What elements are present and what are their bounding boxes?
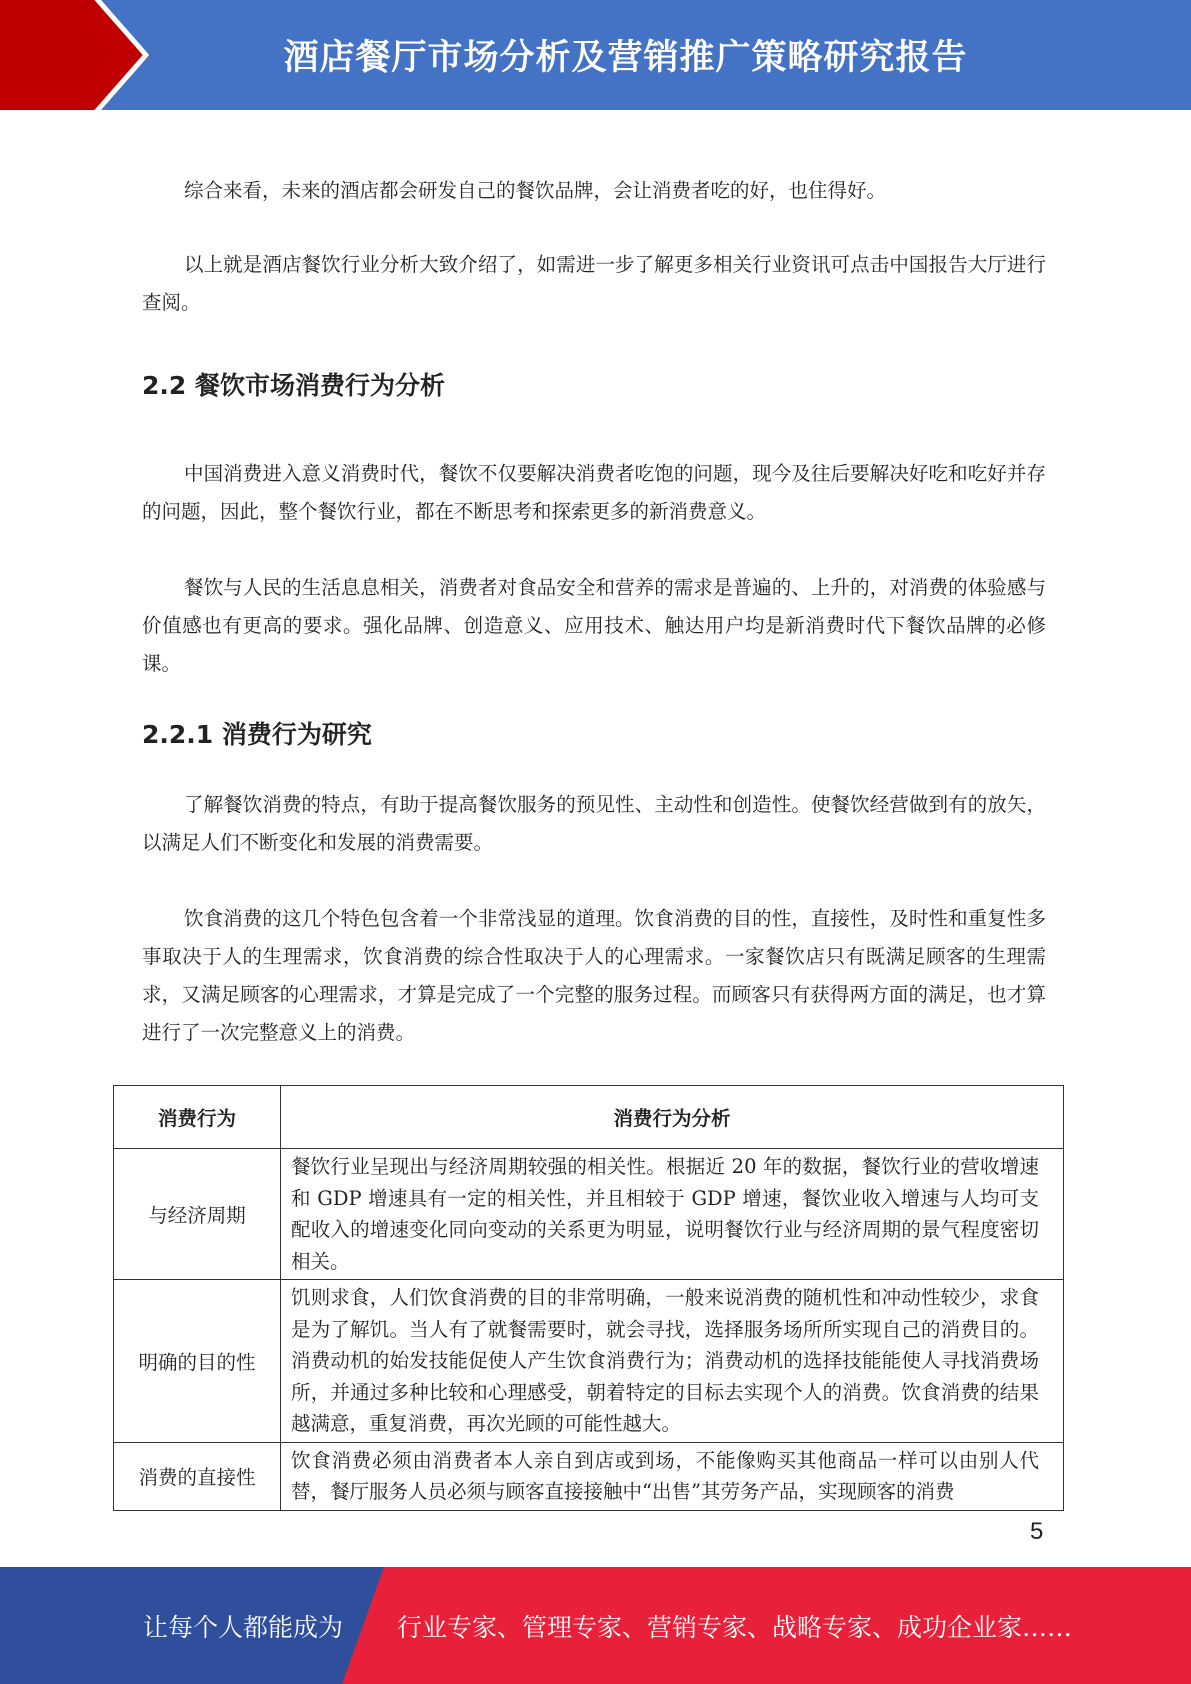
page-footer [0,1567,1191,1684]
page-number: 5 [1030,1518,1044,1545]
paragraph-food-safety: 餐饮与人民的生活息息相关，消费者对食品安全和营养的需求是普遍的、上升的，对消费的体验感与价值感也有更高的要求。强化品牌、创造意义、应用技术、触达用户均是新消费时代下餐饮品牌的必修课。 [142,576,1046,675]
table-row [114,1442,1064,1510]
consumer-behavior-table [113,1085,1064,1511]
paragraph-consumption-era: 中国消费进入意义消费时代，餐饮不仅要解决消费者吃饱的问题，现今及往后要解决好吃和吃好并存的问题，因此，整个餐饮行业，都在不断思考和探索更多的新消费意义。 [142,462,1046,523]
table-cell-analysis: 饮食消费必须由消费者本人亲自到店或到场，不能像购买其他商品一样可以由别人代替，餐厅服务人员必须与顾客直接接触中“出售”其劳务产品，实现顾客的消费 [281,1442,1064,1510]
page-header [0,0,1191,110]
table-header-row [114,1086,1064,1149]
table-cell-analysis: 饥则求食，人们饮食消费的目的非常明确，一般来说消费的随机性和冲动性较少，求食是为了解饥。当人有了就餐需要时，就会寻找，选择服务场所所实现自己的消费目的。消费动机的始发技能促使人产生饮食消费行为；消费动机的选择技能能使人寻找消费场所，并通过多种比较和心理感受，朝着特定的目标去实现个人的消费。饮食消费的结果越满意，重复消费，再次光顾的可能性越大。 [281,1280,1064,1443]
table-header-analysis: 消费行为分析 [281,1086,1064,1149]
header-arrow-decoration [0,0,150,110]
paragraph-consumption-needs: 饮食消费的这几个特色包含着一个非常浅显的道理。饮食消费的目的性，直接性，及时性和重复性多事取决于人的生理需求，饮食消费的综合性取决于人的心理需求。一家餐饮店只有既满足顾客的生理需求，又满足顾客的心理需求，才算是完成了一个完整的服务过程。而顾客只有获得两方面的满足，也才算进行了一次完整意义上的消费。 [142,907,1046,1044]
paragraph-summary: 综合来看，未来的酒店都会研发自己的餐饮品牌，会让消费者吃的好，也住得好。 [184,179,887,202]
footer-slogan-right: 行业专家、管理专家、营销专家、战略专家、成功企业家…… [397,1612,1073,1642]
table-row [114,1149,1064,1280]
table-row [114,1280,1064,1443]
table-cell-behavior: 与经济周期 [114,1149,281,1280]
table-cell-analysis: 餐饮行业呈现出与经济周期较强的相关性。根据近 20 年的数据，餐饮行业的营收增速和 GDP 增速具有一定的相关性，并且相较于 GDP 增速，餐饮业收入增速与人均可支配收入的增速变化同向变动的关系更为明显，说明餐饮行业与经济周期的景气程度密切相关。 [281,1149,1064,1280]
paragraph-more-info: 以上就是酒店餐饮行业分析大致介绍了，如需进一步了解更多相关行业资讯可点击中国报告大厅进行查阅。 [142,253,1046,314]
section-heading-2-2-1: 2.2.1 消费行为研究 [142,720,372,749]
table-cell-behavior: 明确的目的性 [114,1280,281,1443]
report-title: 酒店餐厅市场分析及营销推广策略研究报告 [283,38,968,78]
footer-slogan-left: 让每个人都能成为 [143,1612,344,1642]
table-cell-behavior: 消费的直接性 [114,1442,281,1510]
section-heading-2-2: 2.2 餐饮市场消费行为分析 [142,371,445,400]
table-header-behavior: 消费行为 [114,1086,281,1149]
paragraph-consumption-features: 了解餐饮消费的特点，有助于提高餐饮服务的预见性、主动性和创造性。使餐饮经营做到有的放矢，以满足人们不断变化和发展的消费需要。 [142,793,1046,854]
